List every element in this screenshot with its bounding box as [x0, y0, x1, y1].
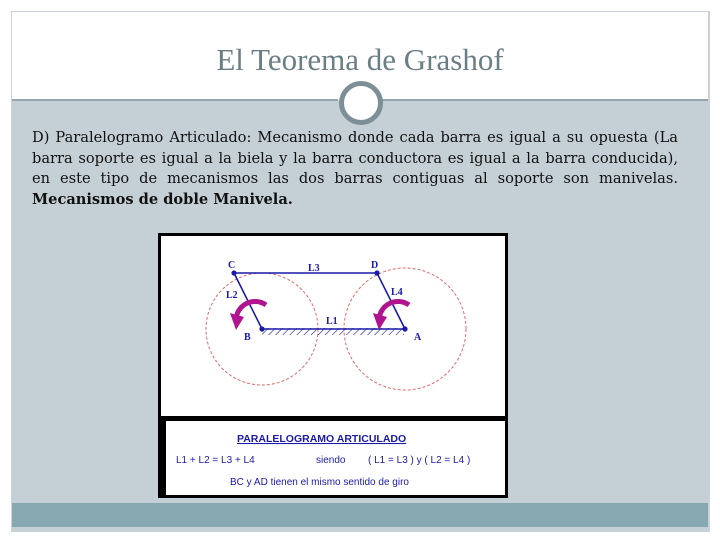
formula-right: ( L1 = L3 ) y ( L2 = L4 )	[368, 455, 471, 466]
mechanism-figure	[158, 233, 508, 498]
label-l2: L2	[226, 290, 238, 301]
label-a: A	[414, 332, 422, 343]
label-l1: L1	[326, 316, 338, 327]
formula-left: L1 + L2 = L3 + L4	[176, 455, 255, 466]
title-ring-icon	[339, 81, 383, 125]
body-paragraph	[32, 128, 678, 210]
body-text: D) Paralelogramo Articulado: Mecanismo donde cada barra es igual a su opuesta (La barra soporte es igual a la biela y la barra conductora es igual a la barra conducida), en este tipo de mecanismos las dos barras contiguas al soporte son manivelas.	[32, 129, 678, 187]
label-c: C	[228, 260, 236, 271]
slide-title: El Teorema de Grashof	[216, 42, 504, 77]
joint-d	[374, 270, 379, 275]
joint-b	[259, 326, 264, 331]
label-l3: L3	[308, 263, 320, 274]
title-divider-left	[12, 99, 338, 101]
joint-c	[231, 270, 236, 275]
title-divider-right	[380, 99, 708, 101]
footer-band	[12, 503, 708, 527]
label-b: B	[244, 332, 251, 343]
label-d: D	[371, 260, 379, 271]
caption-note: BC y AD tienen el mismo sentido de giro	[230, 477, 409, 488]
body-bold-text: Mecanismos de doble Manivela.	[32, 190, 293, 208]
formula-mid: siendo	[316, 455, 346, 466]
mechanism-diagram	[158, 233, 508, 498]
label-l4: L4	[391, 287, 403, 298]
caption-title: PARALELOGRAMO ARTICULADO	[237, 433, 407, 445]
joint-a	[402, 326, 407, 331]
